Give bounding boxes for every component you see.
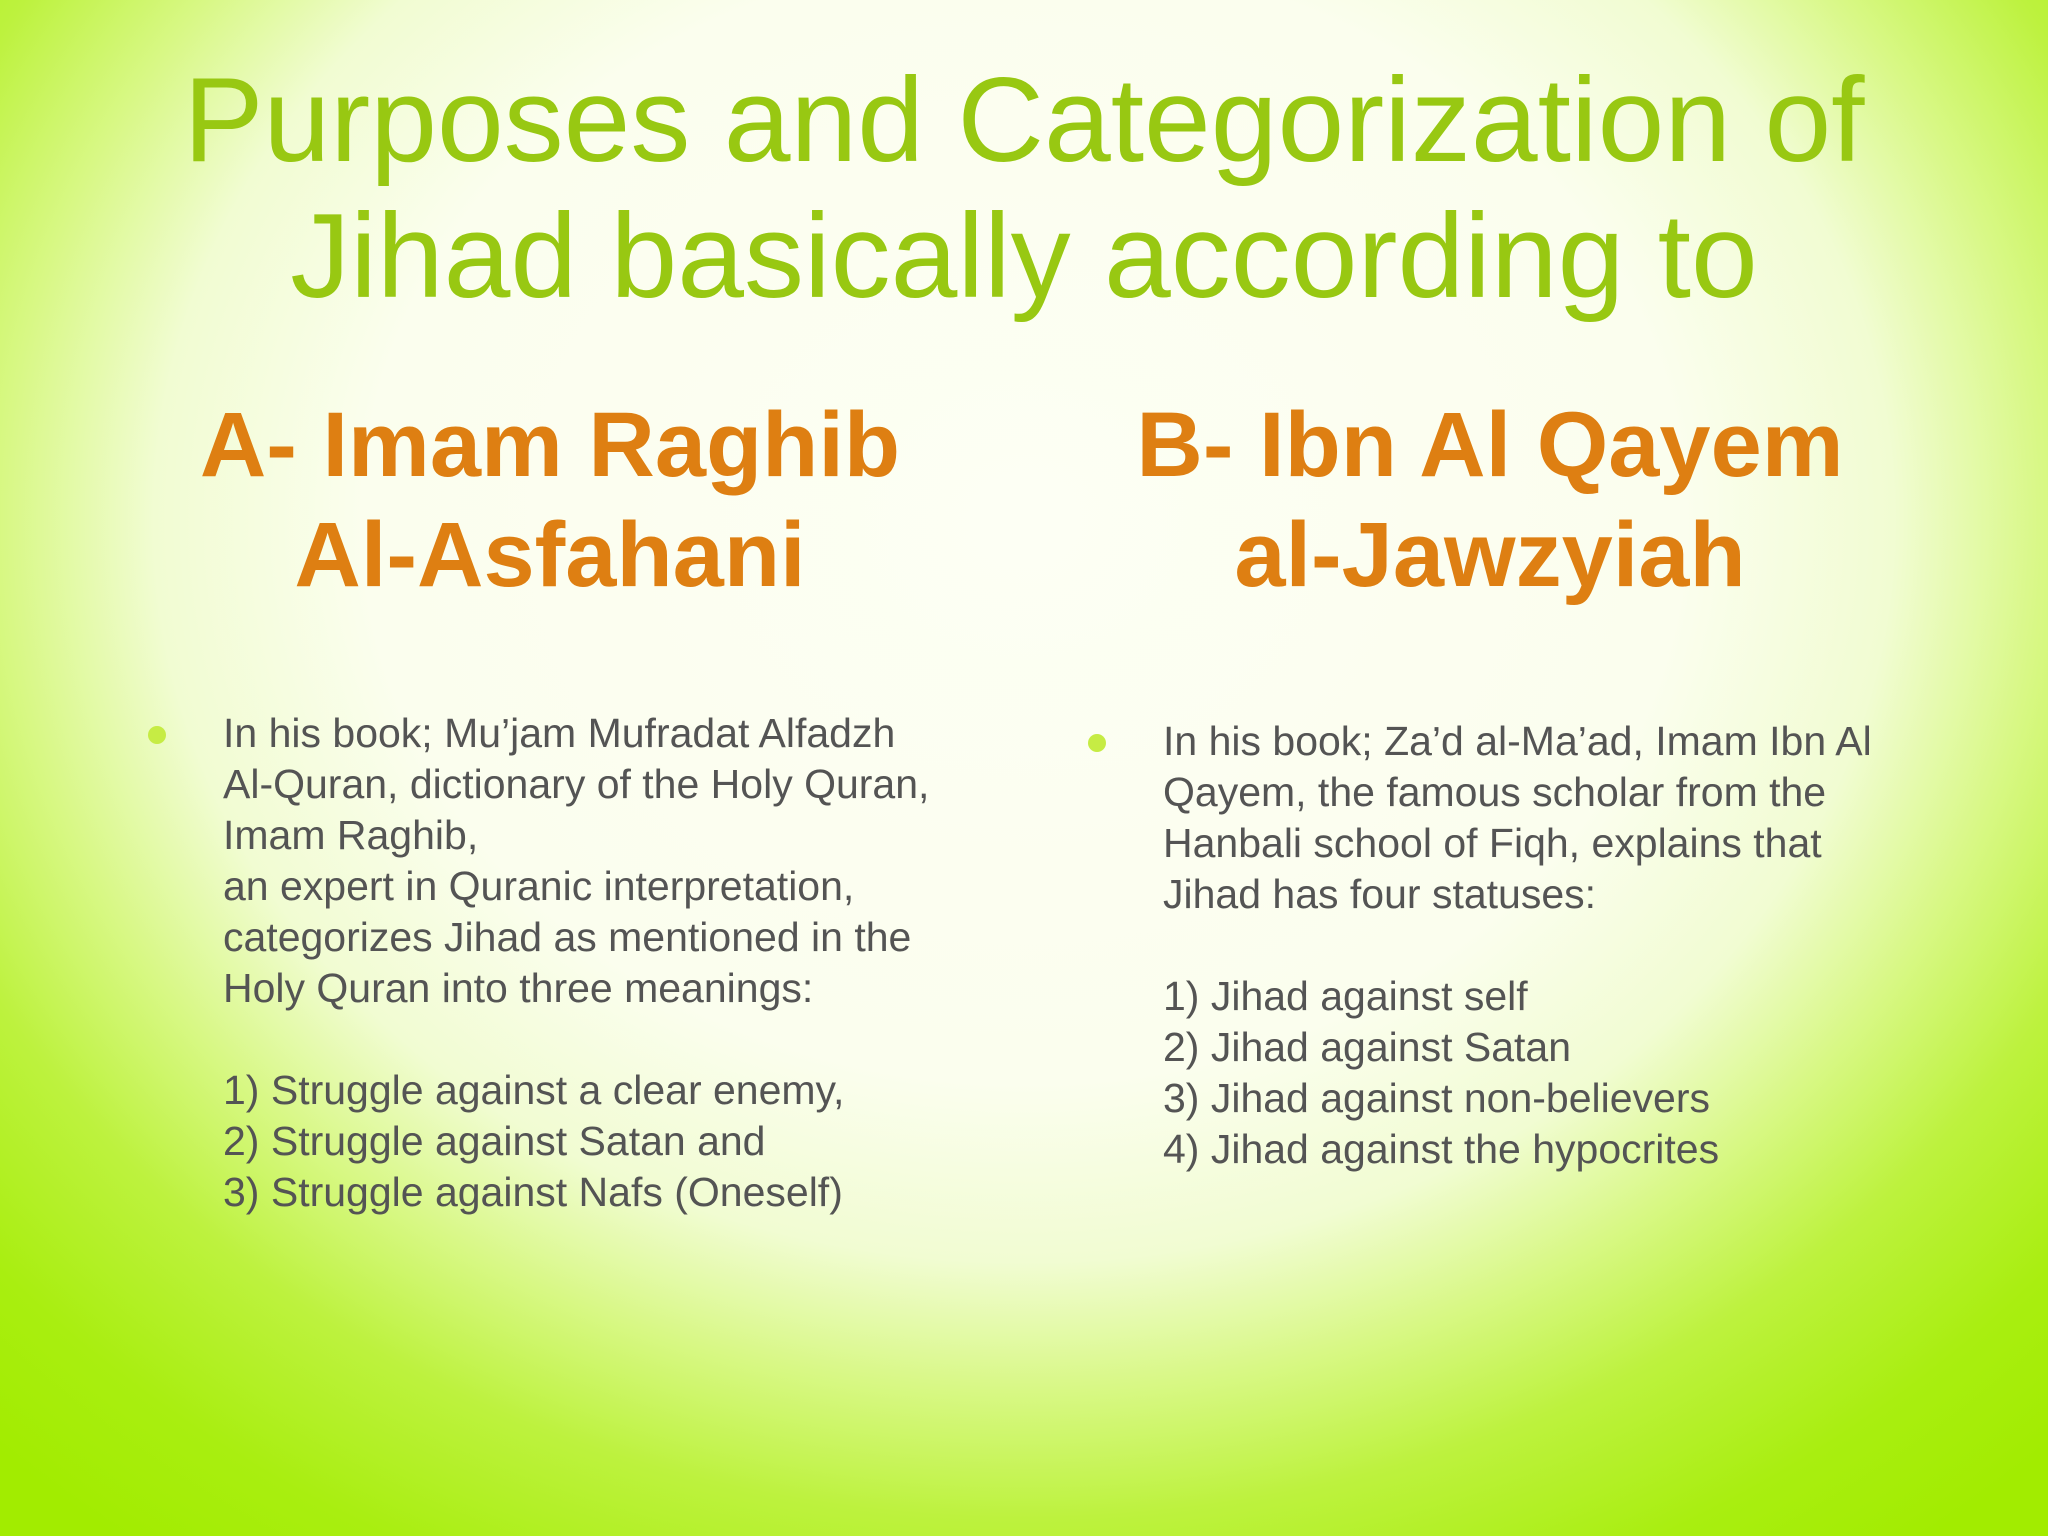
right-list-item: 4) Jihad against the hypocrites bbox=[1163, 1126, 1720, 1172]
right-column-heading bbox=[1040, 390, 1940, 610]
left-column-body bbox=[148, 708, 988, 1218]
right-list-item: 3) Jihad against non-believers bbox=[1163, 1075, 1710, 1121]
left-list-item: 3) Struggle against Nafs (Oneself) bbox=[223, 1169, 843, 1215]
slide-title bbox=[104, 52, 1944, 324]
left-text-line: In his book; Mu’jam Mufradat Alfadzh bbox=[223, 710, 896, 756]
slide-title-line-2: Jihad basically according to bbox=[290, 189, 1758, 323]
left-text-line: Al-Quran, dictionary of the Holy Quran, bbox=[223, 761, 930, 807]
spacer bbox=[1163, 920, 1928, 971]
right-heading-line-2: al-Jawzyiah bbox=[1234, 504, 1746, 606]
right-list-item: 1) Jihad against self bbox=[1163, 973, 1528, 1019]
bullet-dot-icon bbox=[148, 726, 166, 744]
left-text-line: categorizes Jihad as mentioned in the bbox=[223, 914, 912, 960]
left-text-line: Imam Raghib, bbox=[223, 812, 479, 858]
left-heading-line-2: Al-Asfahani bbox=[294, 504, 806, 606]
right-text-line: Hanbali school of Fiqh, explains that bbox=[1163, 820, 1822, 866]
right-column-body bbox=[1088, 716, 1928, 1175]
bullet-dot-icon bbox=[1088, 734, 1106, 752]
left-heading-line-1: A- Imam Raghib bbox=[199, 394, 901, 496]
left-bullet-text bbox=[223, 708, 988, 1218]
left-list-item: 1) Struggle against a clear enemy, bbox=[223, 1067, 845, 1113]
left-list-item: 2) Struggle against Satan and bbox=[223, 1118, 766, 1164]
left-text-line: an expert in Quranic interpretation, bbox=[223, 863, 855, 909]
right-bullet-text bbox=[1163, 716, 1928, 1175]
right-text-line: In his book; Za’d al-Ma’ad, Imam Ibn Al bbox=[1163, 718, 1872, 764]
right-text-line: Jihad has four statuses: bbox=[1163, 871, 1597, 917]
spacer bbox=[223, 1014, 988, 1065]
slide-title-line-1: Purposes and Categorization of bbox=[183, 53, 1865, 187]
right-text-line: Qayem, the famous scholar from the bbox=[1163, 769, 1827, 815]
right-heading-line-1: B- Ibn Al Qayem bbox=[1136, 394, 1844, 496]
left-column-heading bbox=[100, 390, 1000, 610]
right-list-item: 2) Jihad against Satan bbox=[1163, 1024, 1571, 1070]
left-text-line: Holy Quran into three meanings: bbox=[223, 965, 814, 1011]
